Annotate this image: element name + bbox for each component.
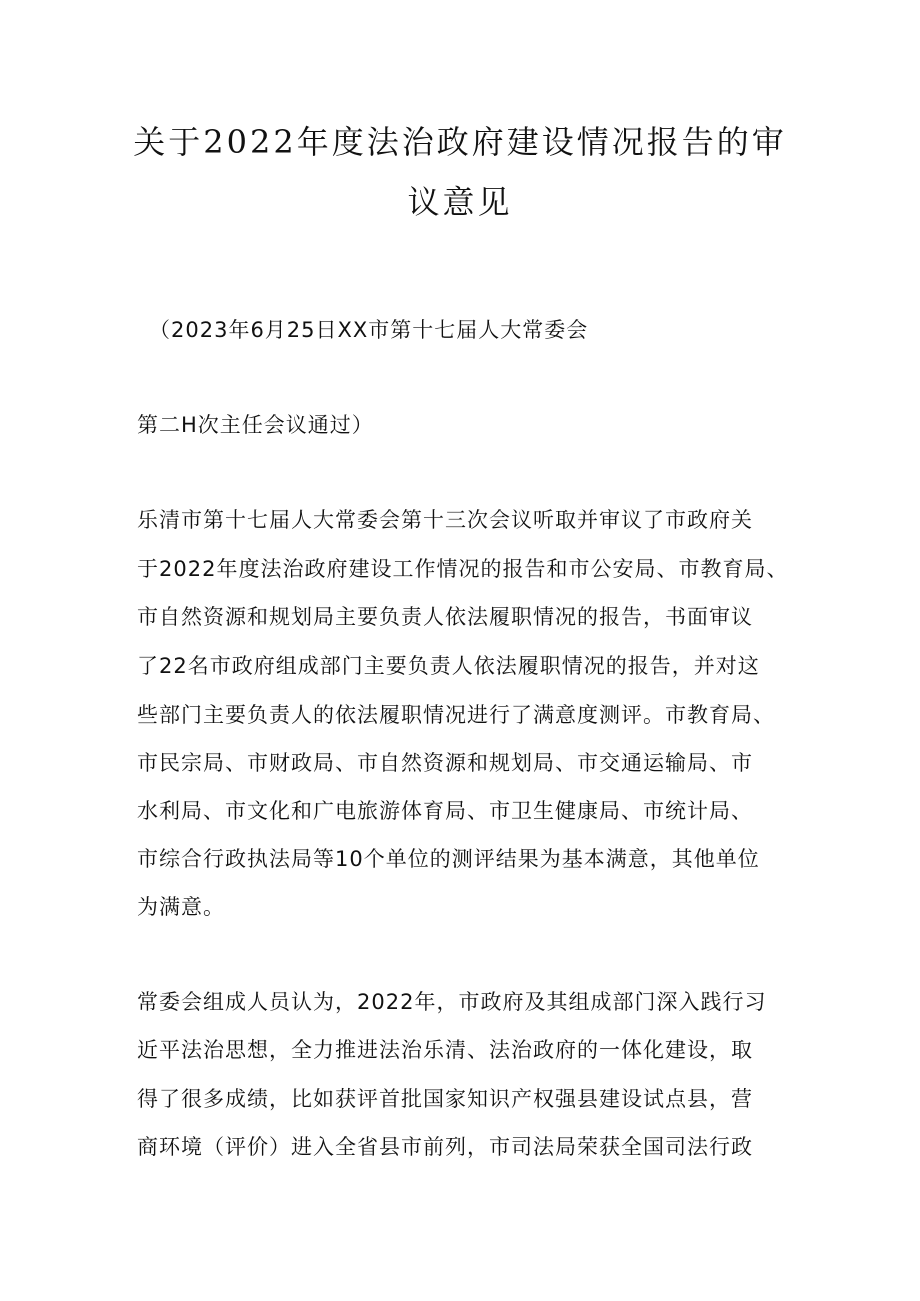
document-title-line-1: 关于2022年度法治政府建设情况报告的审 — [133, 123, 787, 161]
paragraph-line: 得了很多成绩，比如获评首批国家知识产权强县建设试点县，营 — [137, 1087, 753, 1111]
meta-line-1: （2023年6月25日XX市第十七届人大常委会 — [149, 318, 589, 342]
document-title-line-2: 议意见 — [407, 183, 513, 221]
paragraph-line: 近平法治思想，全力推进法治乐清、法治政府的一体化建设，取 — [137, 1038, 753, 1062]
paragraph-line: 水利局、市文化和广电旅游体育局、市卫生健康局、市统计局、 — [137, 799, 753, 823]
paragraph-line: 市民宗局、市财政局、市自然资源和规划局、市交通运输局、市 — [137, 751, 753, 775]
meta-line-2: 第二H次主任会议通过） — [137, 413, 374, 437]
paragraph-line: 为满意。 — [137, 895, 225, 919]
paragraph-line: 市自然资源和规划局主要负责人依法履职情况的报告，书面审议 — [137, 605, 753, 629]
paragraph-line: 些部门主要负责人的依法履职情况进行了满意度测评。市教育局、 — [137, 703, 775, 727]
paragraph-line: 常委会组成人员认为，2022年，市政府及其组成部门深入践行习 — [137, 990, 767, 1014]
paragraph-line: 乐清市第十七届人大常委会第十三次会议听取并审议了市政府关 — [137, 508, 753, 532]
paragraph-line: 于2022年度法治政府建设工作情况的报告和市公安局、市教育局、 — [137, 557, 789, 581]
paragraph-line: 了22名市政府组成部门主要负责人依法履职情况的报告，并对这 — [137, 654, 760, 678]
paragraph-line: 市综合行政执法局等10个单位的测评结果为基本满意，其他单位 — [137, 847, 760, 871]
paragraph-line: 商环境（评价）进入全省县市前列，市司法局荣获全国司法行政 — [137, 1135, 753, 1159]
